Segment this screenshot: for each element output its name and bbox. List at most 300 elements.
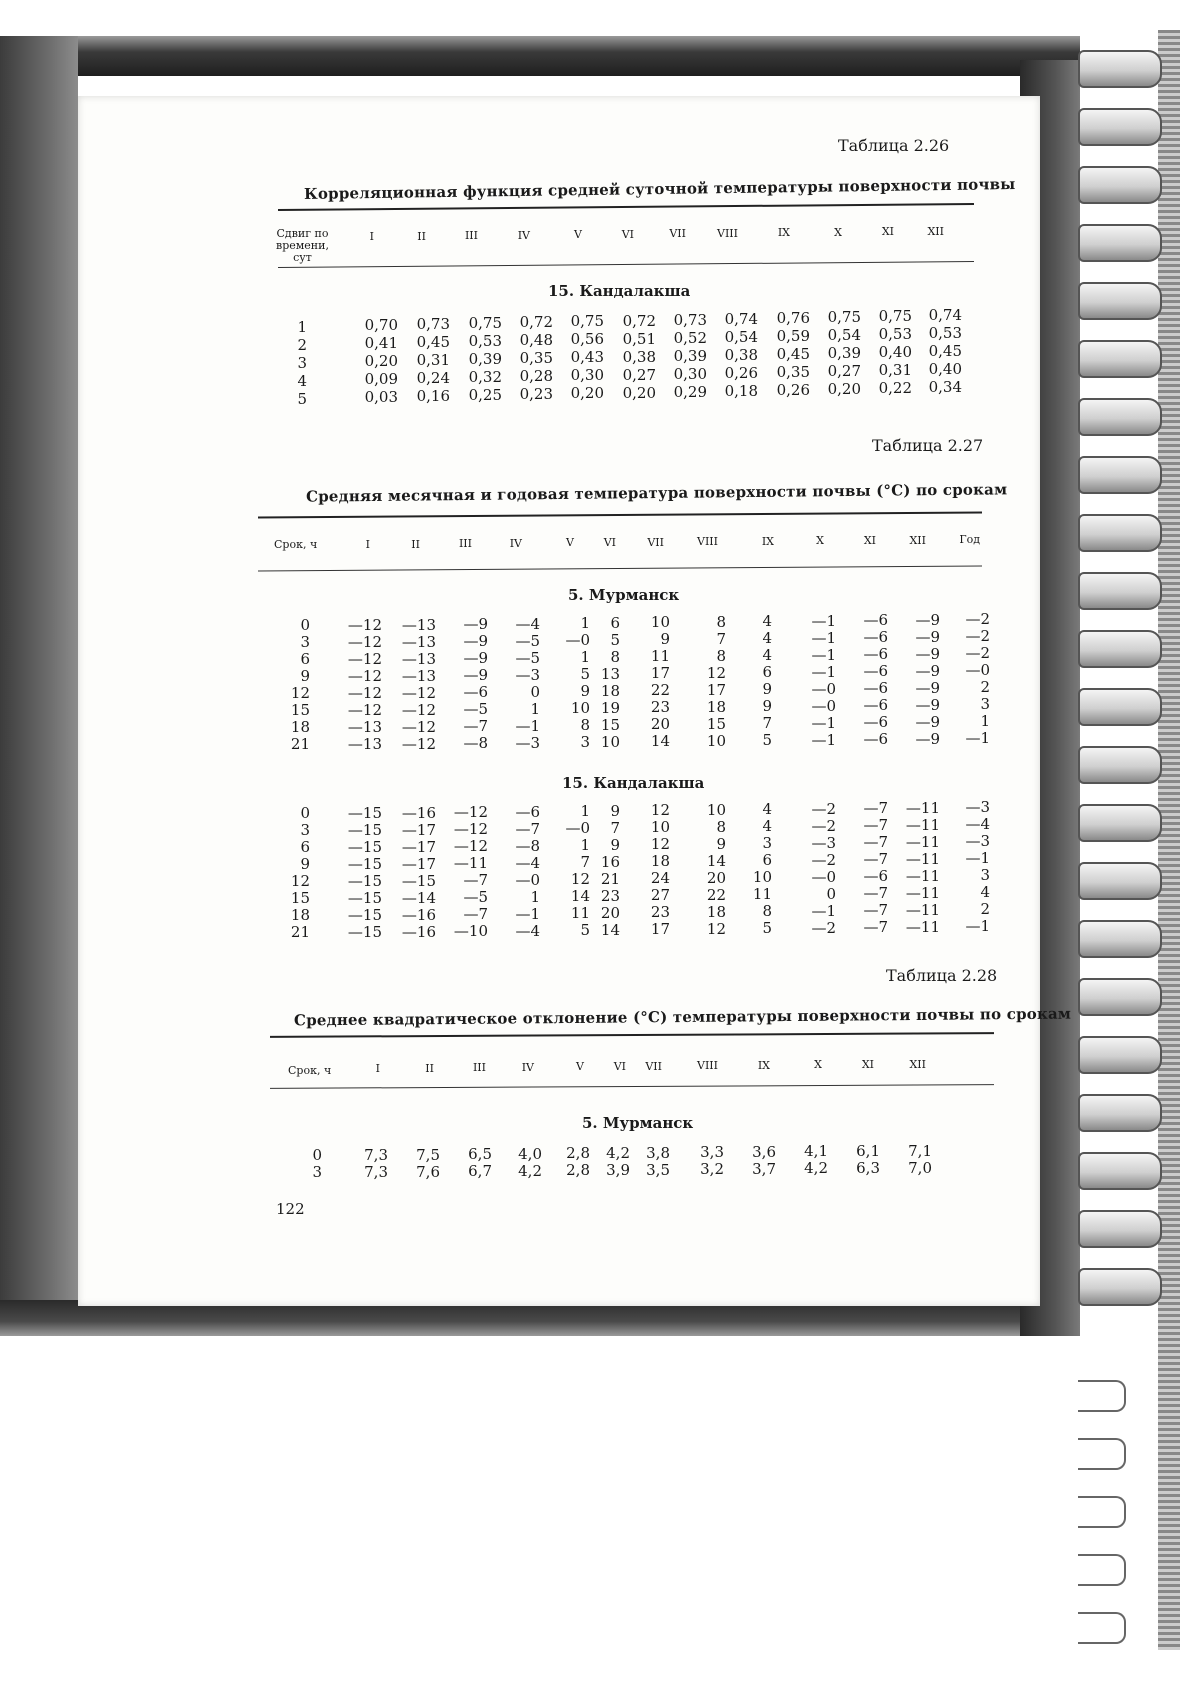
table-227-station-1: 5. Мурманск bbox=[568, 586, 680, 604]
table-cell: —1 bbox=[811, 645, 836, 664]
column-header-I: I bbox=[375, 1062, 380, 1075]
table-cell: —11 bbox=[453, 854, 488, 872]
column-header-IV: IV bbox=[517, 228, 530, 242]
table-cell: 0,25 bbox=[468, 386, 502, 405]
spiral-binding bbox=[1078, 30, 1182, 1650]
table-cell: 0,40 bbox=[878, 343, 912, 361]
table-cell: —7 bbox=[463, 905, 488, 923]
row-header-line: времени, bbox=[276, 239, 329, 252]
column-header-VII: VII bbox=[645, 1059, 662, 1073]
table-227-title: Средняя месячная и годовая температура поверхности почвы (°С) по срокам bbox=[305, 480, 1008, 506]
table-cell: 4 bbox=[762, 629, 772, 647]
table-cell: —6 bbox=[863, 645, 888, 663]
table-cell: 8 bbox=[716, 817, 726, 836]
table-cell: —12 bbox=[347, 667, 382, 685]
table-cell: 0,45 bbox=[928, 342, 962, 361]
table-cell: 8 bbox=[716, 612, 726, 631]
table-cell: —12 bbox=[347, 616, 382, 634]
table-cell: —15 bbox=[347, 821, 382, 839]
table-cell: 22 bbox=[706, 885, 726, 904]
binding-ring bbox=[1078, 166, 1162, 204]
table-cell: 0,26 bbox=[776, 380, 810, 399]
table-cell: 7,6 bbox=[416, 1162, 440, 1181]
table-cell: —11 bbox=[905, 832, 940, 851]
table-cell: —11 bbox=[905, 866, 940, 885]
row-term-label: 12 bbox=[290, 872, 310, 890]
table-cell: 8 bbox=[762, 902, 772, 920]
table-cell: 7,1 bbox=[908, 1141, 932, 1160]
binding-ring bbox=[1078, 688, 1162, 726]
binding-ring bbox=[1078, 1036, 1162, 1074]
table-cell: 0,76 bbox=[776, 308, 810, 327]
table-cell: 0,45 bbox=[416, 333, 450, 352]
table-cell: —11 bbox=[905, 849, 940, 868]
binding-ring bbox=[1078, 108, 1162, 146]
table-cell: 0,75 bbox=[827, 307, 861, 326]
row-term-label: 9 bbox=[300, 667, 310, 685]
table-cell: —6 bbox=[863, 611, 888, 629]
row-term-label: 3 bbox=[300, 633, 310, 651]
binding-ring bbox=[1078, 1380, 1126, 1412]
table-cell: 1 bbox=[530, 699, 540, 718]
table-cell: 2,8 bbox=[566, 1144, 590, 1163]
table-cell: —6 bbox=[863, 713, 888, 731]
binding-ring bbox=[1078, 1094, 1162, 1132]
table-cell: 16 bbox=[600, 852, 620, 871]
table-cell: —0 bbox=[811, 679, 836, 698]
table-cell: —13 bbox=[401, 632, 436, 651]
table-cell: 4,2 bbox=[804, 1159, 828, 1178]
table-cell: —13 bbox=[347, 718, 382, 736]
table-cell: —5 bbox=[463, 700, 488, 718]
table-cell: —6 bbox=[515, 802, 540, 821]
table-226-label: Таблица 2.26 bbox=[838, 136, 950, 155]
table-cell: 5 bbox=[580, 665, 590, 683]
row-shift-label: 3 bbox=[297, 354, 307, 372]
binding-ring bbox=[1078, 514, 1162, 552]
binding-ring bbox=[1078, 1554, 1126, 1586]
table-cell: 6,7 bbox=[468, 1162, 492, 1181]
table-cell: 6 bbox=[762, 851, 772, 869]
table-cell: —15 bbox=[401, 871, 436, 890]
table-cell: 0,20 bbox=[827, 379, 861, 398]
table-cell: —0 bbox=[965, 661, 990, 679]
table-228-title: Среднее квадратическое отклонение (°С) температуры поверхности почвы по срокам bbox=[293, 1004, 1072, 1030]
column-header-VIII: VIII bbox=[697, 1059, 718, 1073]
binding-strip bbox=[1158, 30, 1180, 1650]
table-cell: —4 bbox=[515, 614, 540, 633]
table-cell: 0,53 bbox=[468, 332, 502, 351]
table-cell: 12 bbox=[650, 801, 670, 819]
table-cell: —15 bbox=[347, 855, 382, 873]
table-cell: 3 bbox=[980, 866, 990, 884]
table-cell: —7 bbox=[863, 833, 888, 851]
table-cell: 0,26 bbox=[724, 363, 758, 382]
table-cell: —11 bbox=[905, 815, 940, 834]
binding-ring bbox=[1078, 1152, 1162, 1190]
table-cell: —2 bbox=[811, 799, 836, 818]
row-shift-label: 2 bbox=[297, 336, 307, 354]
table-cell: 0,48 bbox=[519, 331, 553, 350]
table-cell: —12 bbox=[347, 633, 382, 651]
table-226-title: Корреляционная функция средней суточной температуры поверхности почвы bbox=[303, 175, 1016, 203]
table-cell: 0,53 bbox=[878, 325, 912, 343]
table-cell: 22 bbox=[650, 681, 670, 699]
column-header-XI: XI bbox=[863, 534, 876, 547]
column-header-X: X bbox=[834, 225, 842, 239]
table-cell: 3 bbox=[580, 733, 590, 751]
table-cell: 0,31 bbox=[416, 351, 450, 370]
table-cell: 17 bbox=[706, 680, 726, 699]
table-cell: —17 bbox=[401, 837, 436, 856]
table-cell: 3 bbox=[762, 834, 772, 852]
column-header-I: I bbox=[369, 230, 374, 243]
row-term-label: 18 bbox=[290, 718, 310, 736]
row-term-label: 21 bbox=[290, 923, 310, 941]
table-cell: 1 bbox=[580, 614, 590, 632]
table-cell: —1 bbox=[515, 904, 540, 923]
table-cell: —8 bbox=[515, 836, 540, 855]
row-term-label: 3 bbox=[300, 821, 310, 839]
table-cell: —15 bbox=[347, 872, 382, 890]
table-cell: —12 bbox=[401, 734, 436, 753]
table-cell: 3 bbox=[980, 695, 990, 713]
binding-ring bbox=[1078, 746, 1162, 784]
table-cell: —2 bbox=[811, 918, 836, 937]
table-cell: 0,27 bbox=[622, 365, 656, 384]
table-cell: 0,35 bbox=[776, 362, 810, 381]
table-cell: 1 bbox=[580, 836, 590, 854]
binding-ring bbox=[1078, 1210, 1162, 1248]
table-cell: 20 bbox=[600, 903, 620, 922]
table-cell: 11 bbox=[752, 885, 772, 903]
table-cell: —14 bbox=[401, 888, 436, 907]
table-cell: 7,5 bbox=[416, 1145, 440, 1164]
table-cell: 19 bbox=[600, 698, 620, 717]
table-cell: 4,1 bbox=[804, 1142, 828, 1161]
table-cell: 7 bbox=[610, 818, 620, 837]
table-cell: 0,29 bbox=[673, 382, 707, 401]
row-shift-label: 5 bbox=[297, 390, 307, 408]
table-cell: 12 bbox=[706, 919, 726, 938]
table-cell: 15 bbox=[706, 714, 726, 733]
table-cell: —6 bbox=[863, 696, 888, 714]
table-cell: 0,75 bbox=[878, 307, 912, 325]
table-cell: —8 bbox=[463, 734, 488, 752]
binding-ring bbox=[1078, 1268, 1162, 1306]
table-cell: 0,18 bbox=[724, 381, 758, 400]
table-cell: 4 bbox=[762, 612, 772, 630]
table-cell: —11 bbox=[905, 798, 940, 817]
table-cell: 21 bbox=[600, 869, 620, 888]
table-cell: 15 bbox=[600, 715, 620, 734]
table-cell: 0 bbox=[530, 682, 540, 701]
table-cell: 3,3 bbox=[700, 1143, 724, 1162]
table-cell: 0,03 bbox=[364, 388, 398, 406]
table-cell: 14 bbox=[650, 732, 670, 750]
binding-ring bbox=[1078, 456, 1162, 494]
table-cell: 0,74 bbox=[724, 309, 758, 328]
table-cell: 1 bbox=[580, 802, 590, 820]
table-cell: 0,56 bbox=[570, 330, 604, 349]
table-cell: —4 bbox=[965, 815, 990, 833]
table-cell: 0,23 bbox=[519, 385, 553, 404]
table-cell: 23 bbox=[650, 903, 670, 921]
column-header-XII: XII bbox=[909, 533, 926, 547]
table-cell: —9 bbox=[915, 712, 940, 731]
table-cell: —10 bbox=[453, 922, 488, 940]
table-cell: 0,40 bbox=[928, 360, 962, 379]
table-cell: 13 bbox=[600, 664, 620, 683]
table-cell: —3 bbox=[515, 733, 540, 752]
table-cell: 4,2 bbox=[606, 1144, 630, 1162]
column-header-V: V bbox=[566, 536, 574, 550]
table-cell: 0,28 bbox=[519, 367, 553, 386]
table-cell: 0,30 bbox=[673, 364, 707, 383]
row-term-label: 6 bbox=[300, 650, 310, 668]
table-cell: —7 bbox=[863, 816, 888, 834]
table-cell: 0,31 bbox=[878, 361, 912, 379]
table-cell: —0 bbox=[515, 870, 540, 889]
table-cell: 2 bbox=[980, 900, 990, 918]
row-header-line: сут bbox=[293, 251, 312, 264]
column-header-III: III bbox=[464, 229, 478, 242]
table-cell: —3 bbox=[811, 833, 836, 852]
table-cell: —12 bbox=[347, 650, 382, 668]
table-cell: —11 bbox=[905, 917, 940, 936]
table-cell: 3,5 bbox=[646, 1160, 670, 1179]
table-cell: 4 bbox=[762, 817, 772, 835]
column-header-VI: VI bbox=[603, 536, 616, 549]
table-cell: 0,70 bbox=[364, 316, 398, 334]
table-cell: 0,41 bbox=[364, 334, 398, 352]
table-cell: 18 bbox=[706, 902, 726, 921]
table-cell: —7 bbox=[863, 918, 888, 936]
table-cell: 18 bbox=[706, 697, 726, 716]
table-cell: 0,59 bbox=[776, 326, 810, 345]
column-header-IX: IX bbox=[757, 1058, 770, 1072]
table-cell: 2,8 bbox=[566, 1161, 590, 1180]
table-cell: 6,3 bbox=[856, 1159, 880, 1177]
table-cell: 18 bbox=[650, 852, 670, 870]
table-cell: 0,53 bbox=[928, 324, 962, 343]
table-cell: 10 bbox=[600, 732, 620, 751]
table-cell: 0,39 bbox=[827, 343, 861, 362]
table-cell: 0,72 bbox=[519, 313, 553, 332]
table-cell: —16 bbox=[401, 905, 436, 924]
table-cell: —1 bbox=[515, 716, 540, 735]
row-term-label: 3 bbox=[312, 1163, 322, 1181]
table-cell: 14 bbox=[570, 887, 590, 905]
table-cell: —17 bbox=[401, 854, 436, 873]
table-cell: 0,20 bbox=[364, 352, 398, 370]
table-cell: —1 bbox=[811, 628, 836, 647]
table-cell: —12 bbox=[401, 717, 436, 736]
table-cell: 0,73 bbox=[416, 315, 450, 334]
table-227-row-header: Срок, ч bbox=[274, 538, 318, 551]
table-cell: —13 bbox=[401, 666, 436, 685]
table-cell: —2 bbox=[811, 850, 836, 869]
table-cell: 14 bbox=[706, 851, 726, 870]
table-cell: 27 bbox=[650, 886, 670, 904]
table-cell: 6,1 bbox=[856, 1142, 880, 1160]
binding-ring bbox=[1078, 920, 1162, 958]
table-cell: 9 bbox=[762, 680, 772, 698]
table-cell: —11 bbox=[905, 883, 940, 902]
row-header-line: Сдвиг по bbox=[276, 227, 329, 240]
table-cell: —7 bbox=[463, 871, 488, 889]
table-cell: —13 bbox=[401, 615, 436, 634]
table-cell: 0,43 bbox=[570, 348, 604, 367]
table-cell: 0,72 bbox=[622, 311, 656, 330]
column-header-VII: VII bbox=[647, 535, 664, 549]
table-cell: 6 bbox=[610, 613, 620, 632]
table-cell: —15 bbox=[347, 838, 382, 856]
row-term-label: 9 bbox=[300, 855, 310, 873]
table-cell: 3,8 bbox=[646, 1143, 670, 1162]
column-header-X: X bbox=[814, 1058, 822, 1072]
table-cell: 9 bbox=[762, 697, 772, 715]
table-cell: 8 bbox=[610, 647, 620, 666]
table-cell: —7 bbox=[515, 819, 540, 838]
table-cell: —5 bbox=[463, 888, 488, 906]
table-cell: —7 bbox=[863, 799, 888, 817]
table-cell: 20 bbox=[706, 868, 726, 887]
table-cell: —1 bbox=[811, 901, 836, 920]
table-226-station: 15. Кандалакша bbox=[548, 282, 691, 300]
scan-border-top bbox=[0, 36, 1080, 76]
column-header-IX: IX bbox=[777, 226, 790, 239]
table-cell: —16 bbox=[401, 922, 436, 941]
table-cell: —15 bbox=[347, 889, 382, 907]
column-header-XI: XI bbox=[861, 1058, 874, 1071]
table-cell: —12 bbox=[347, 684, 382, 702]
table-cell: 0,54 bbox=[827, 325, 861, 344]
table-cell: 10 bbox=[650, 818, 670, 836]
table-cell: —0 bbox=[811, 867, 836, 886]
table-cell: —17 bbox=[401, 820, 436, 839]
table-cell: 9 bbox=[610, 835, 620, 854]
table-cell: 3,6 bbox=[752, 1142, 776, 1161]
table-cell: —9 bbox=[463, 649, 488, 667]
table-cell: —16 bbox=[401, 803, 436, 822]
column-header-Год: Год bbox=[959, 533, 980, 547]
table-228-row-header: Срок, ч bbox=[288, 1064, 332, 1077]
binding-ring bbox=[1078, 282, 1162, 320]
table-cell: 12 bbox=[706, 663, 726, 682]
column-header-IV: IV bbox=[509, 536, 522, 550]
table-cell: 0,16 bbox=[416, 387, 450, 406]
binding-ring bbox=[1078, 804, 1162, 842]
table-cell: —0 bbox=[565, 631, 590, 649]
table-cell: —6 bbox=[463, 683, 488, 701]
table-cell: —15 bbox=[347, 804, 382, 822]
table-cell: —7 bbox=[863, 884, 888, 902]
table-cell: —1 bbox=[811, 662, 836, 681]
column-header-IX: IX bbox=[761, 534, 774, 548]
table-cell: 8 bbox=[580, 716, 590, 734]
page-number: 122 bbox=[276, 1200, 305, 1218]
table-cell: 5 bbox=[762, 919, 772, 937]
table-cell: 10 bbox=[650, 613, 670, 631]
binding-ring bbox=[1078, 862, 1162, 900]
column-header-VI: VI bbox=[621, 227, 634, 241]
table-cell: 9 bbox=[716, 834, 726, 853]
table-cell: 0,35 bbox=[519, 349, 553, 368]
table-cell: —2 bbox=[811, 816, 836, 835]
binding-ring bbox=[1078, 630, 1162, 668]
table-cell: —7 bbox=[863, 850, 888, 868]
column-header-VIII: VIII bbox=[717, 226, 738, 240]
table-cell: —5 bbox=[515, 648, 540, 667]
table-cell: 0,74 bbox=[928, 306, 962, 325]
table-cell: 0,51 bbox=[622, 329, 656, 348]
table-cell: —7 bbox=[863, 901, 888, 919]
table-cell: 4,2 bbox=[518, 1161, 542, 1180]
table-cell: 0,45 bbox=[776, 344, 810, 363]
table-cell: 24 bbox=[650, 869, 670, 887]
binding-ring bbox=[1078, 572, 1162, 610]
table-cell: 5 bbox=[762, 731, 772, 749]
table-cell: —9 bbox=[915, 678, 940, 697]
binding-ring bbox=[1078, 340, 1162, 378]
table-cell: 7,0 bbox=[908, 1158, 932, 1177]
table-cell: 0 bbox=[826, 884, 836, 903]
table-cell: 3,7 bbox=[752, 1159, 776, 1178]
table-cell: —9 bbox=[463, 615, 488, 633]
table-cell: 23 bbox=[600, 886, 620, 905]
table-cell: —2 bbox=[965, 627, 990, 645]
table-cell: 0,27 bbox=[827, 361, 861, 380]
table-cell: 5 bbox=[610, 630, 620, 649]
table-cell: —1 bbox=[811, 713, 836, 732]
table-cell: 4,0 bbox=[518, 1144, 542, 1163]
table-cell: 20 bbox=[650, 715, 670, 733]
table-cell: 0,73 bbox=[673, 310, 707, 329]
table-cell: 17 bbox=[650, 664, 670, 682]
table-cell: 1 bbox=[580, 648, 590, 666]
table-cell: 0,38 bbox=[622, 347, 656, 366]
row-term-label: 6 bbox=[300, 838, 310, 856]
table-cell: 0,34 bbox=[928, 378, 962, 397]
table-cell: —1 bbox=[965, 917, 990, 935]
table-cell: 3,2 bbox=[700, 1160, 724, 1179]
table-cell: 9 bbox=[610, 801, 620, 820]
table-cell: —13 bbox=[401, 649, 436, 668]
table-cell: 10 bbox=[706, 800, 726, 819]
row-term-label: 0 bbox=[300, 616, 310, 634]
table-cell: —9 bbox=[915, 627, 940, 646]
table-cell: 7,3 bbox=[364, 1163, 388, 1181]
table-cell: 0,38 bbox=[724, 345, 758, 364]
table-cell: 0,52 bbox=[673, 328, 707, 347]
table-cell: —12 bbox=[401, 700, 436, 719]
table-cell: —1 bbox=[965, 849, 990, 867]
table-cell: —5 bbox=[515, 631, 540, 650]
column-header-IV: IV bbox=[521, 1060, 534, 1074]
table-227-label: Таблица 2.27 bbox=[872, 436, 984, 455]
column-header-II: II bbox=[425, 1061, 434, 1075]
table-cell: 14 bbox=[600, 920, 620, 939]
table-cell: —9 bbox=[915, 610, 940, 629]
table-cell: —6 bbox=[863, 867, 888, 885]
column-header-V: V bbox=[574, 228, 582, 241]
scan-border-left bbox=[0, 36, 78, 1336]
table-cell: 10 bbox=[706, 731, 726, 750]
column-header-XI: XI bbox=[881, 225, 894, 238]
table-cell: 23 bbox=[650, 698, 670, 716]
table-cell: —9 bbox=[915, 644, 940, 663]
